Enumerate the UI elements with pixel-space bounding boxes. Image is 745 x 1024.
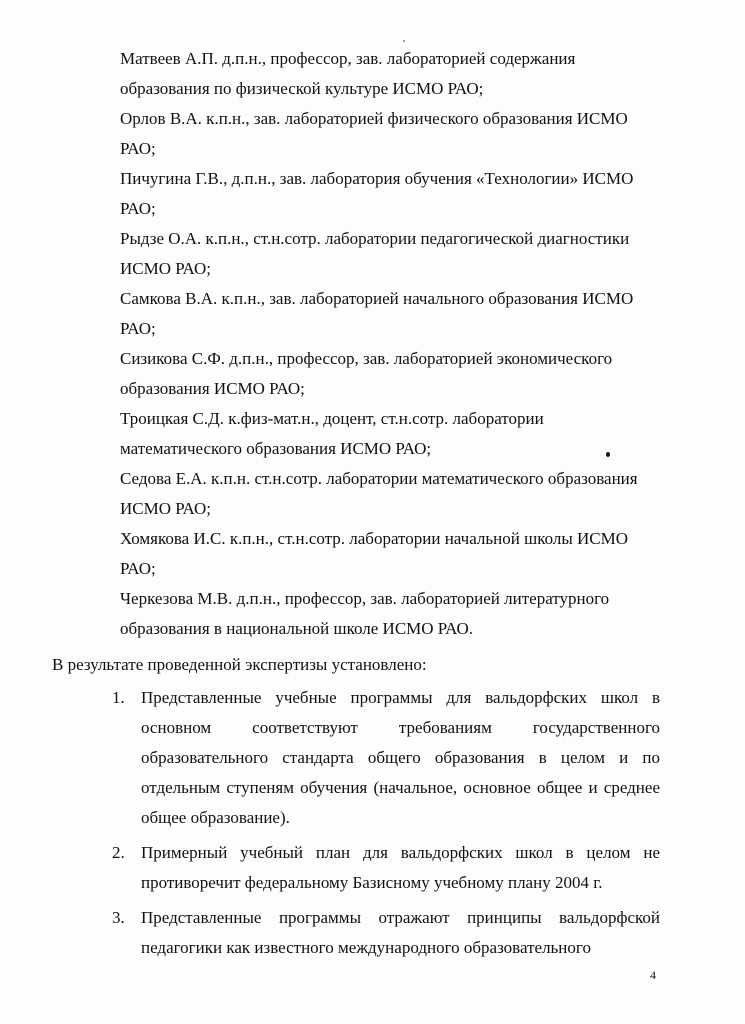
expert-entry: Троицкая С.Д. к.физ-мат.н., доцент, ст.н.сотр. лаборатории математического образования ИСМО РАО; <box>120 409 544 458</box>
finding-number: 1. <box>112 688 125 707</box>
scan-speck <box>403 40 405 42</box>
findings-list <box>112 683 660 968</box>
page-number: 4 <box>650 968 656 982</box>
finding-item <box>112 838 660 898</box>
expert-entry: Матвеев А.П. д.п.н., профессор, зав. лабораторией содержания образования по физической культуре ИСМО РАО; <box>120 49 576 98</box>
expert-entry: Хомякова И.С. к.п.н., ст.н.сотр. лаборатории начальной школы ИСМО РАО; <box>120 529 629 578</box>
finding-item <box>112 903 660 963</box>
finding-number: 2. <box>112 843 125 862</box>
expert-entry: Седова Е.А. к.п.н. ст.н.сотр. лаборатории математического образования ИСМО РАО; <box>120 469 638 518</box>
expert-entry: Черкезова М.В. д.п.н., профессор, зав. лабораторией литературного образования в национальной школе ИСМО РАО. <box>120 589 610 638</box>
findings-intro: В результате проведенной экспертизы установлено: <box>52 655 427 674</box>
finding-text: Примерный учебный план для вальдорфских школ в целом не противоречит федеральному Базисному учебному плану 2004 г. <box>141 843 660 892</box>
finding-number: 3. <box>112 908 125 927</box>
expert-entry: Сизикова С.Ф. д.п.н., профессор, зав. лабораторией экономического образования ИСМО РАО; <box>120 349 613 398</box>
expert-entry: Рыдзе О.А. к.п.н., ст.н.сотр. лаборатории педагогической диагностики ИСМО РАО; <box>120 229 630 278</box>
scan-speck <box>606 452 610 457</box>
expert-entry: Самкова В.А. к.п.н., зав. лабораторией начального образования ИСМО РАО; <box>120 289 634 338</box>
expert-entry: Пичугина Г.В., д.п.н., зав. лаборатория обучения «Технологии» ИСМО РАО; <box>120 169 634 218</box>
expert-list <box>120 44 655 644</box>
expert-entry: Орлов В.А. к.п.н., зав. лабораторией физического образования ИСМО РАО; <box>120 109 628 158</box>
finding-text: Представленные программы отражают принципы вальдорфской педагогики как известного международного образовательного <box>141 908 660 957</box>
finding-text: Представленные учебные программы для вальдорфских школ в основном соответствуют требованиям государственного образовательного стандарта общего образования в целом и по отдельным ступеням обучения (начальное, основное общее и среднее общее образование). <box>141 688 660 827</box>
finding-item <box>112 683 660 833</box>
